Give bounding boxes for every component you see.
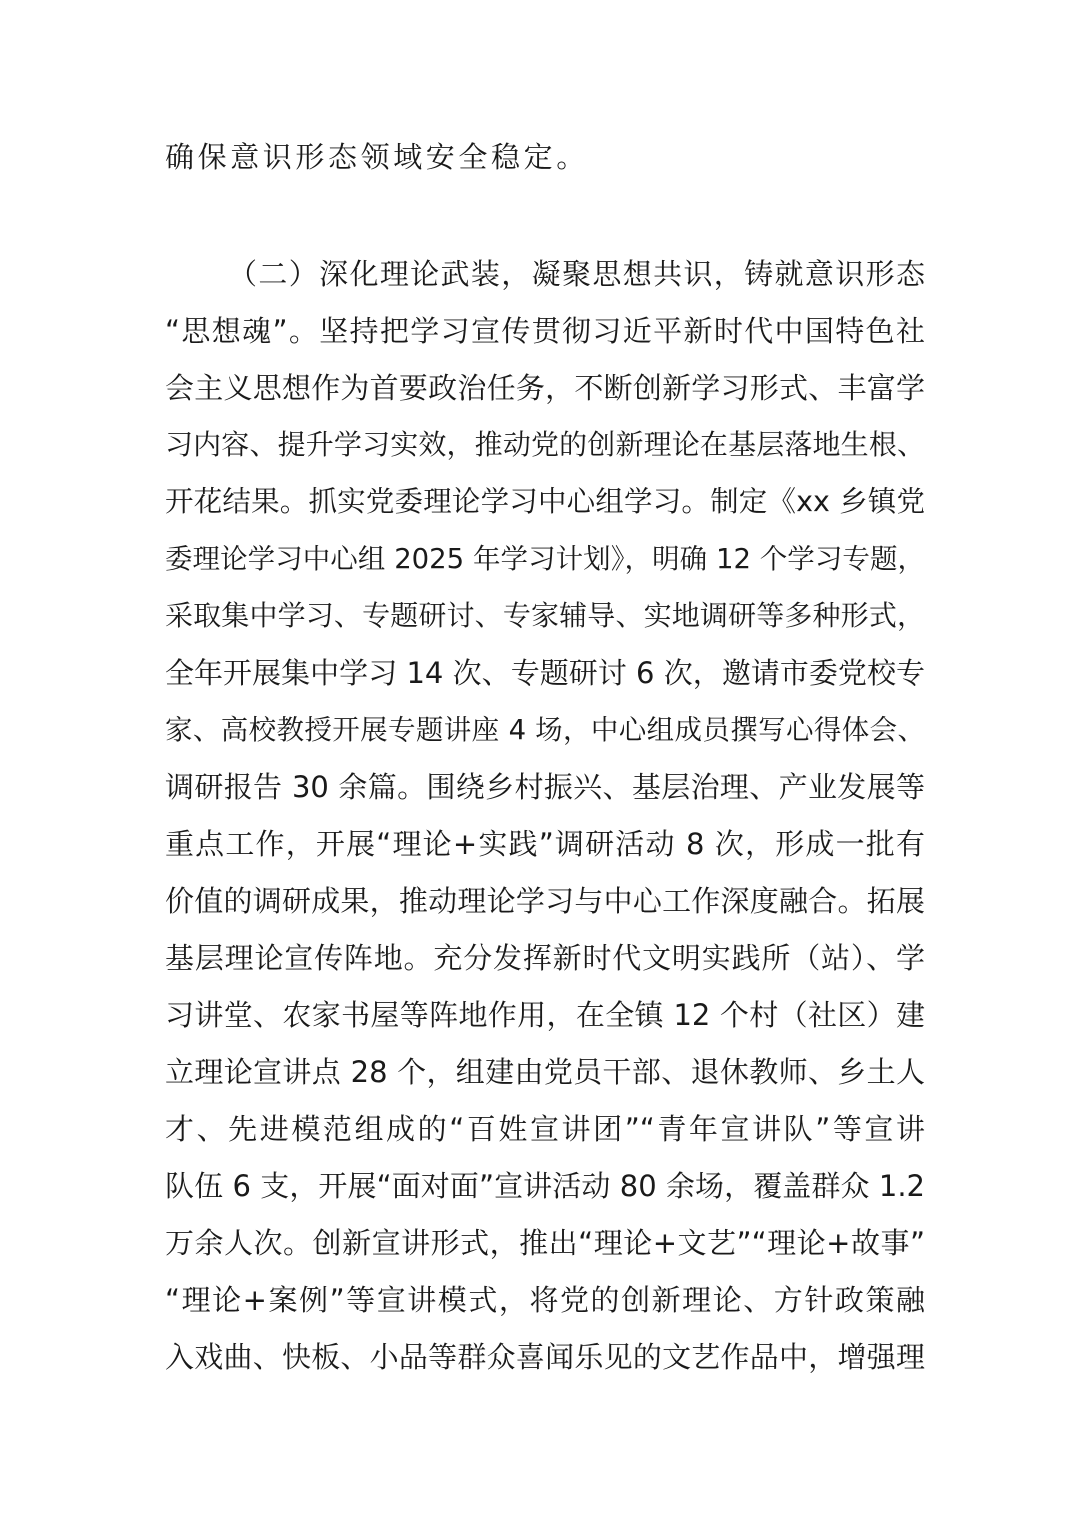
text-line-21: 入戏曲、快板、小品等群众喜闻乐见的文艺作品中，增强理: [165, 1340, 925, 1374]
text-line-20: “理论+案例”等宣讲模式，将党的创新理论、方针政策融: [165, 1283, 925, 1317]
text-line-18: 队伍 6 支，开展“面对面”宣讲活动 80 余场，覆盖群众 1.2: [165, 1169, 925, 1203]
text-line-10: 家、高校教授开展专题讲座 4 场，中心组成员撰写心得体会、: [165, 714, 925, 746]
text-line-15: 习讲堂、农家书屋等阵地作用，在全镇 12 个村（社区）建: [165, 998, 925, 1032]
text-line-19: 万余人次。创新宣讲形式，推出“理论+文艺”“理论+故事”: [165, 1226, 925, 1260]
text-line-13: 价值的调研成果，推动理论学习与中心工作深度融合。拓展: [165, 884, 925, 918]
text-line-6: 开花结果。抓实党委理论学习中心组学习。制定《xx 乡镇党: [165, 485, 925, 518]
text-line-11: 调研报告 30 余篇。围绕乡村振兴、基层治理、产业发展等: [165, 770, 925, 804]
text-line-4: 会主义思想作为首要政治任务，不断创新学习形式、丰富学: [165, 371, 925, 405]
text-line-7: 委理论学习中心组 2025 年学习计划》，明确 12 个学习专题，: [165, 543, 925, 575]
text-line-14: 基层理论宣传阵地。充分发挥新时代文明实践所（站）、学: [165, 941, 925, 975]
text-line-12: 重点工作，开展“理论+实践”调研活动 8 次，形成一批有: [165, 827, 925, 861]
text-line-17: 才、先进模范组成的“百姓宣讲团”“青年宣讲队”等宣讲: [165, 1112, 925, 1146]
text-line-1: 确保意识形态领域安全稳定。: [165, 140, 589, 174]
text-line-5: 习内容、提升学习实效，推动党的创新理论在基层落地生根、: [165, 428, 925, 461]
text-line-9: 全年开展集中学习 14 次、专题研讨 6 次，邀请市委党校专: [165, 656, 925, 690]
text-line-8: 采取集中学习、专题研讨、专家辅导、实地调研等多种形式，: [165, 599, 925, 632]
section-heading: （二）深化理论武装，凝聚思想共识，铸就意识形态: [228, 257, 925, 291]
text-line-16: 立理论宣讲点 28 个，组建由党员干部、退休教师、乡土人: [165, 1055, 925, 1089]
text-line-3: “思想魂”。坚持把学习宣传贯彻习近平新时代中国特色社: [165, 314, 925, 348]
